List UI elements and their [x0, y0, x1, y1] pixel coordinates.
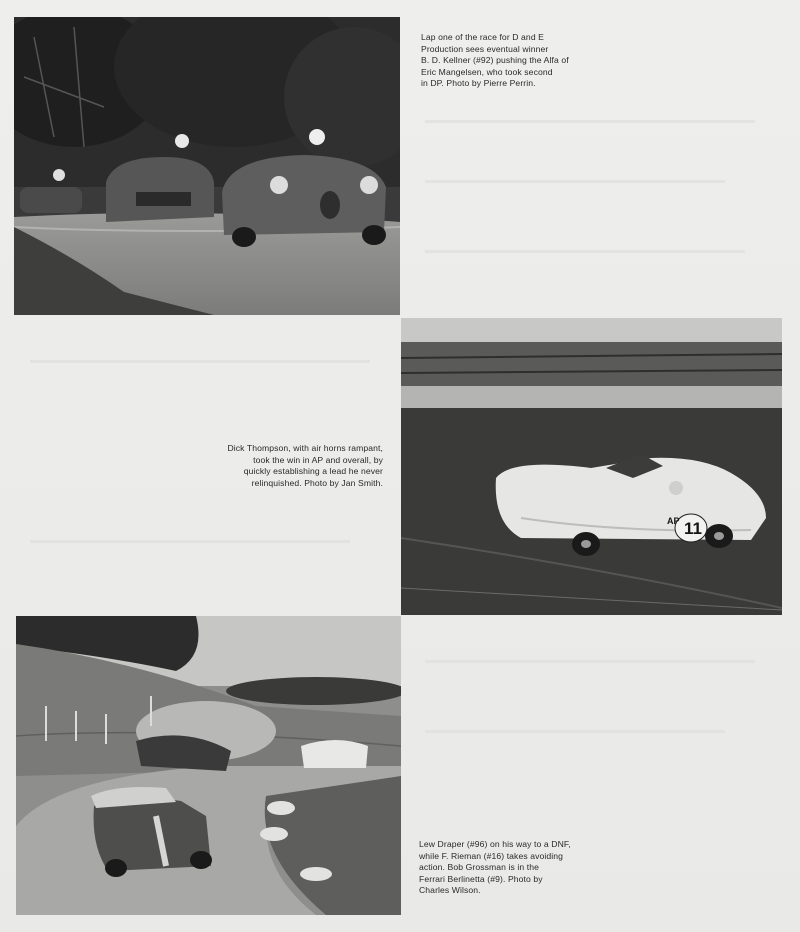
caption-line: Lew Draper (#96) on his way to a DNF, [419, 839, 571, 849]
caption-line: Production sees eventual winner [421, 43, 549, 54]
caption-line: Eric Mangelsen, who took second [421, 66, 553, 77]
class-mark-label: AP [667, 516, 680, 526]
caption-photo-3 [419, 839, 571, 897]
caption-line: Lap one of the race for D and E [421, 32, 545, 42]
show-through [425, 660, 755, 663]
caption-line: Dick Thompson, with air horns rampant, [227, 443, 383, 453]
caption-line: action. Bob Grossman is in the [419, 862, 540, 873]
caption-photo-1 [421, 32, 569, 90]
photo-kellner-mangelsen [14, 17, 400, 315]
car-number-label: 11 [684, 519, 702, 538]
caption-line: Charles Wilson. [419, 885, 481, 896]
race-photo-2 [401, 318, 782, 615]
caption-line: while F. Rieman (#16) takes avoiding [419, 850, 564, 861]
race-photo-3 [16, 616, 401, 915]
show-through [30, 360, 370, 363]
show-through [425, 180, 725, 183]
photo-thompson-corvette [401, 318, 782, 615]
show-through [425, 250, 745, 253]
caption-line: relinquished. Photo by Jan Smith. [251, 477, 383, 488]
caption-line: in DP. Photo by Pierre Perrin. [421, 78, 536, 89]
race-photo-1 [14, 17, 400, 315]
caption-line: Ferrari Berlinetta (#9). Photo by [419, 873, 543, 884]
caption-line: B. D. Kellner (#92) pushing the Alfa of [421, 55, 569, 66]
caption-line: took the win in AP and overall, by [253, 454, 383, 465]
caption-photo-2 [180, 443, 383, 489]
photo-draper-dnf [16, 616, 401, 915]
show-through [425, 730, 725, 733]
show-through [30, 540, 350, 543]
caption-line: quickly establishing a lead he never [243, 466, 383, 477]
show-through [425, 120, 755, 123]
